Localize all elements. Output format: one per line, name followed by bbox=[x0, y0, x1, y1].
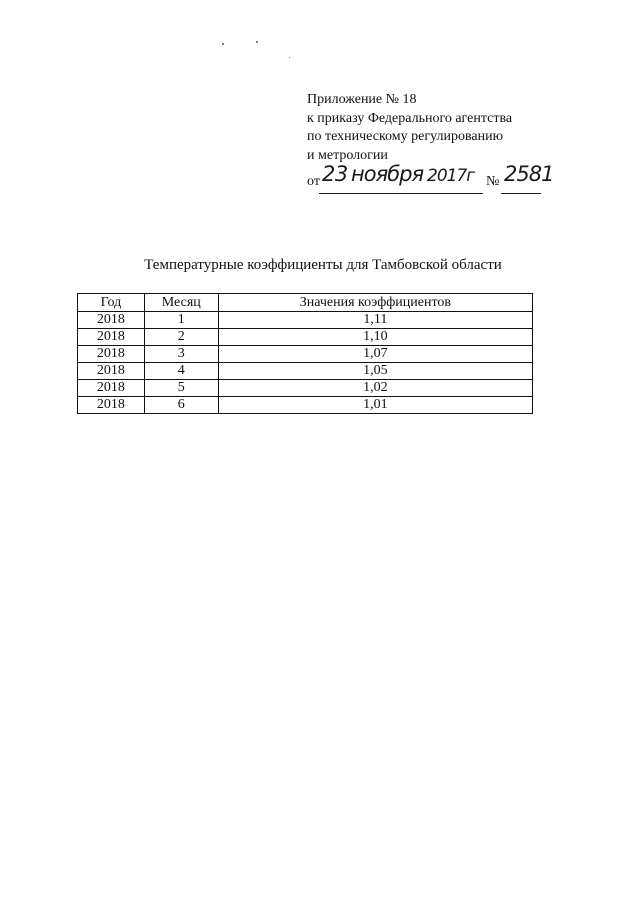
table-header-row bbox=[78, 294, 533, 312]
column-header-month: Месяц bbox=[144, 294, 218, 312]
coefficients-table bbox=[77, 293, 533, 414]
table-row bbox=[78, 329, 533, 346]
cell-month: 3 bbox=[144, 346, 218, 363]
cell-month: 4 bbox=[144, 363, 218, 380]
cell-year: 2018 bbox=[78, 380, 145, 397]
cell-year: 2018 bbox=[78, 363, 145, 380]
handwritten-day: 23 bbox=[322, 162, 348, 186]
table-row bbox=[78, 346, 533, 363]
table-row bbox=[78, 363, 533, 380]
scan-speck bbox=[256, 41, 258, 43]
cell-value: 1,02 bbox=[218, 380, 532, 397]
table-row bbox=[78, 397, 533, 414]
cell-value: 1,11 bbox=[218, 312, 532, 329]
cell-year: 2018 bbox=[78, 329, 145, 346]
table-row bbox=[78, 312, 533, 329]
cell-year: 2018 bbox=[78, 312, 145, 329]
cell-month: 2 bbox=[144, 329, 218, 346]
handwritten-month: ноября bbox=[351, 162, 424, 186]
order-date-line bbox=[307, 162, 607, 191]
appendix-number: Приложение № 18 bbox=[307, 92, 417, 107]
appendix-agency-line: по техническому регулированию bbox=[307, 129, 504, 144]
cell-year: 2018 bbox=[78, 346, 145, 363]
scan-speck bbox=[289, 57, 290, 58]
column-header-year: Год bbox=[78, 294, 145, 312]
cell-value: 1,05 bbox=[218, 363, 532, 380]
cell-value: 1,01 bbox=[218, 397, 532, 414]
handwritten-year: 2017г bbox=[427, 166, 475, 186]
appendix-header bbox=[307, 91, 607, 191]
date-underline bbox=[319, 193, 483, 194]
column-header-values: Значения коэффициентов bbox=[218, 294, 532, 312]
cell-month: 1 bbox=[144, 312, 218, 329]
scan-speck bbox=[222, 43, 224, 45]
number-underline bbox=[501, 193, 541, 194]
table-row bbox=[78, 380, 533, 397]
appendix-agency-line-end: и метрологии bbox=[307, 147, 388, 163]
handwritten-order-number: 2581 bbox=[504, 162, 554, 186]
appendix-order-ref: к приказу Федерального агентства bbox=[307, 110, 513, 126]
cell-value: 1,07 bbox=[218, 346, 532, 363]
document-title: Температурные коэффициенты для Тамбовской области bbox=[144, 257, 502, 273]
from-label: от bbox=[307, 174, 320, 189]
number-label: № bbox=[486, 174, 500, 189]
cell-year: 2018 bbox=[78, 397, 145, 414]
cell-month: 5 bbox=[144, 380, 218, 397]
cell-month: 6 bbox=[144, 397, 218, 414]
cell-value: 1,10 bbox=[218, 329, 532, 346]
